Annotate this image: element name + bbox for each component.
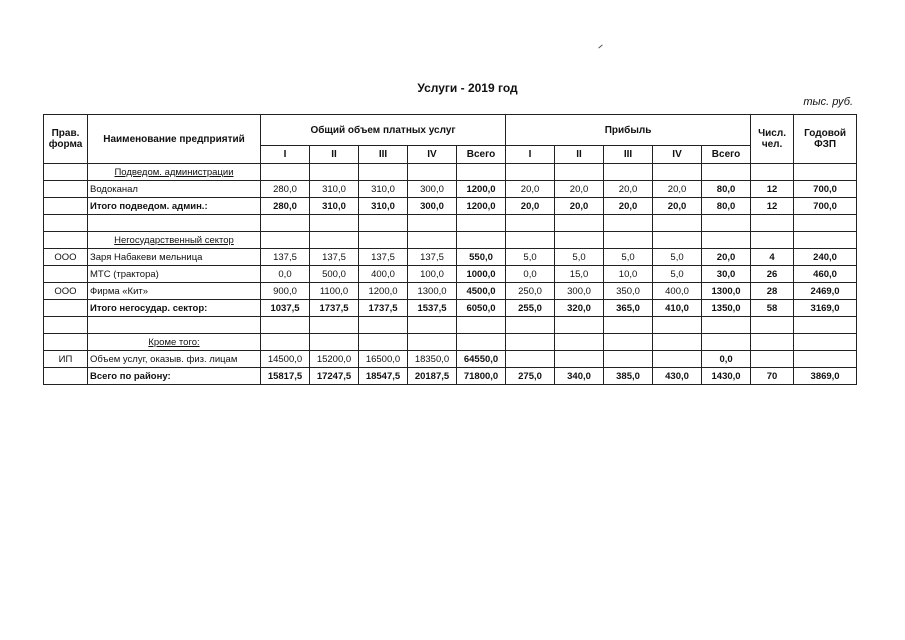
empty-cell xyxy=(794,317,857,334)
pen-mark xyxy=(598,45,602,49)
empty-cell xyxy=(359,164,408,181)
profit-value: 275,0 xyxy=(506,368,555,385)
header-form: Прав. форма xyxy=(44,115,88,164)
payroll-value: 3169,0 xyxy=(794,300,857,317)
empty-cell xyxy=(359,317,408,334)
staff-value: 28 xyxy=(751,283,794,300)
services-value: 137,5 xyxy=(408,249,457,266)
form-cell xyxy=(44,334,88,351)
payroll-value: 700,0 xyxy=(794,198,857,215)
empty-cell xyxy=(653,215,702,232)
profit-value: 20,0 xyxy=(506,181,555,198)
services-value: 137,5 xyxy=(261,249,310,266)
empty-cell xyxy=(751,215,794,232)
empty-cell xyxy=(261,164,310,181)
profit-value xyxy=(555,351,604,368)
services-value: 280,0 xyxy=(261,181,310,198)
empty-cell xyxy=(604,164,653,181)
document-title: Услуги - 2019 год xyxy=(417,81,518,95)
empty-cell xyxy=(506,232,555,249)
services-value: 6050,0 xyxy=(457,300,506,317)
table-row xyxy=(44,317,857,334)
profit-value: 1430,0 xyxy=(702,368,751,385)
empty-cell xyxy=(604,317,653,334)
empty-cell xyxy=(751,317,794,334)
profit-value: 250,0 xyxy=(506,283,555,300)
empty-cell xyxy=(702,232,751,249)
empty-cell xyxy=(261,334,310,351)
table-row xyxy=(44,300,857,317)
staff-value: 70 xyxy=(751,368,794,385)
total-name: Всего по району: xyxy=(88,368,261,385)
services-value: 137,5 xyxy=(359,249,408,266)
services-value: 280,0 xyxy=(261,198,310,215)
empty-cell xyxy=(408,164,457,181)
form-cell xyxy=(44,232,88,249)
empty-cell xyxy=(751,334,794,351)
total-name: Итого подведом. админ.: xyxy=(88,198,261,215)
profit-value xyxy=(506,351,555,368)
section-title: Негосударственный сектор xyxy=(88,232,261,249)
services-value: 310,0 xyxy=(359,198,408,215)
services-value: 310,0 xyxy=(359,181,408,198)
profit-value: 255,0 xyxy=(506,300,555,317)
empty-cell xyxy=(653,334,702,351)
table-row xyxy=(44,181,857,198)
header-services-total: Всего xyxy=(457,146,506,164)
empty-cell xyxy=(310,334,359,351)
profit-value: 5,0 xyxy=(604,249,653,266)
empty-cell xyxy=(261,215,310,232)
payroll-value: 460,0 xyxy=(794,266,857,283)
form-cell xyxy=(44,266,88,283)
services-value: 500,0 xyxy=(310,266,359,283)
header-services-q3: III xyxy=(359,146,408,164)
services-value: 400,0 xyxy=(359,266,408,283)
services-value: 1037,5 xyxy=(261,300,310,317)
profit-value: 5,0 xyxy=(653,266,702,283)
table-row xyxy=(44,249,857,266)
empty-cell xyxy=(702,164,751,181)
header-services-q4: IV xyxy=(408,146,457,164)
services-value: 1737,5 xyxy=(310,300,359,317)
empty-cell xyxy=(506,164,555,181)
header-profit-q2: II xyxy=(555,146,604,164)
services-value: 15817,5 xyxy=(261,368,310,385)
profit-value: 20,0 xyxy=(506,198,555,215)
profit-value: 5,0 xyxy=(555,249,604,266)
profit-value: 1300,0 xyxy=(702,283,751,300)
services-value: 17247,5 xyxy=(310,368,359,385)
form-cell xyxy=(44,164,88,181)
profit-value: 15,0 xyxy=(555,266,604,283)
table-row xyxy=(44,164,857,181)
services-value: 15200,0 xyxy=(310,351,359,368)
section-title: Кроме того: xyxy=(88,334,261,351)
staff-value: 4 xyxy=(751,249,794,266)
services-value: 64550,0 xyxy=(457,351,506,368)
services-value: 0,0 xyxy=(261,266,310,283)
form-cell: ООО xyxy=(44,249,88,266)
profit-value xyxy=(653,351,702,368)
header-profit-q4: IV xyxy=(653,146,702,164)
staff-value: 12 xyxy=(751,181,794,198)
empty-cell xyxy=(555,215,604,232)
profit-value: 80,0 xyxy=(702,181,751,198)
form-cell: ООО xyxy=(44,283,88,300)
empty-cell xyxy=(555,334,604,351)
header-profit: Прибыль xyxy=(506,115,751,146)
profit-value: 20,0 xyxy=(653,181,702,198)
services-value: 137,5 xyxy=(310,249,359,266)
staff-value: 12 xyxy=(751,198,794,215)
empty-cell xyxy=(555,164,604,181)
empty-cell xyxy=(794,164,857,181)
empty-cell xyxy=(408,334,457,351)
header-services-q1: I xyxy=(261,146,310,164)
empty-cell xyxy=(310,232,359,249)
section-title: Подведом. администрации xyxy=(88,164,261,181)
services-value: 14500,0 xyxy=(261,351,310,368)
profit-value: 1350,0 xyxy=(702,300,751,317)
services-value: 1300,0 xyxy=(408,283,457,300)
form-cell: ИП xyxy=(44,351,88,368)
empty-cell xyxy=(261,232,310,249)
empty-cell xyxy=(408,317,457,334)
empty-cell xyxy=(44,317,88,334)
enterprise-name: Водоканал xyxy=(88,181,261,198)
header-services: Общий объем платных услуг xyxy=(261,115,506,146)
payroll-value: 700,0 xyxy=(794,181,857,198)
empty-cell xyxy=(702,215,751,232)
services-value: 300,0 xyxy=(408,198,457,215)
services-value: 18350,0 xyxy=(408,351,457,368)
header-profit-q3: III xyxy=(604,146,653,164)
empty-cell xyxy=(506,215,555,232)
profit-value: 20,0 xyxy=(604,198,653,215)
table-row xyxy=(44,215,857,232)
enterprise-name: Фирма «Кит» xyxy=(88,283,261,300)
profit-value: 5,0 xyxy=(506,249,555,266)
empty-cell xyxy=(653,232,702,249)
table-row xyxy=(44,198,857,215)
empty-cell xyxy=(457,334,506,351)
empty-cell xyxy=(555,317,604,334)
header-name: Наименование предприятий xyxy=(88,115,261,164)
profit-value: 20,0 xyxy=(555,181,604,198)
empty-cell xyxy=(751,232,794,249)
empty-cell xyxy=(555,232,604,249)
empty-cell xyxy=(794,334,857,351)
table-row xyxy=(44,368,857,385)
empty-cell xyxy=(794,232,857,249)
header-profit-q1: I xyxy=(506,146,555,164)
profit-value: 410,0 xyxy=(653,300,702,317)
profit-value: 365,0 xyxy=(604,300,653,317)
form-cell xyxy=(44,300,88,317)
empty-cell xyxy=(88,317,261,334)
empty-cell xyxy=(794,215,857,232)
empty-cell xyxy=(310,215,359,232)
empty-cell xyxy=(88,215,261,232)
empty-cell xyxy=(359,215,408,232)
form-cell xyxy=(44,198,88,215)
empty-cell xyxy=(310,317,359,334)
empty-cell xyxy=(604,232,653,249)
services-value: 1100,0 xyxy=(310,283,359,300)
services-value: 550,0 xyxy=(457,249,506,266)
empty-cell xyxy=(653,164,702,181)
profit-value: 350,0 xyxy=(604,283,653,300)
profit-value: 340,0 xyxy=(555,368,604,385)
empty-cell xyxy=(408,215,457,232)
staff-value: 26 xyxy=(751,266,794,283)
empty-cell xyxy=(408,232,457,249)
empty-cell xyxy=(261,317,310,334)
empty-cell xyxy=(44,215,88,232)
staff-value xyxy=(751,351,794,368)
empty-cell xyxy=(702,334,751,351)
empty-cell xyxy=(310,164,359,181)
header-payroll: Годовой ФЗП xyxy=(794,115,857,164)
profit-value: 320,0 xyxy=(555,300,604,317)
empty-cell xyxy=(506,334,555,351)
enterprise-name: МТС (трактора) xyxy=(88,266,261,283)
empty-cell xyxy=(457,232,506,249)
empty-cell xyxy=(702,317,751,334)
services-value: 1200,0 xyxy=(359,283,408,300)
services-value: 310,0 xyxy=(310,181,359,198)
services-value: 1000,0 xyxy=(457,266,506,283)
table-row xyxy=(44,232,857,249)
empty-cell xyxy=(457,215,506,232)
profit-value: 0,0 xyxy=(702,351,751,368)
unit-label: тыс. руб. xyxy=(803,96,853,108)
profit-value: 20,0 xyxy=(555,198,604,215)
form-cell xyxy=(44,368,88,385)
profit-value: 20,0 xyxy=(702,249,751,266)
empty-cell xyxy=(457,317,506,334)
profit-value: 20,0 xyxy=(653,198,702,215)
empty-cell xyxy=(457,164,506,181)
profit-value: 400,0 xyxy=(653,283,702,300)
total-name: Итого негосудар. сектор: xyxy=(88,300,261,317)
form-cell xyxy=(44,181,88,198)
services-value: 71800,0 xyxy=(457,368,506,385)
profit-value: 385,0 xyxy=(604,368,653,385)
empty-cell xyxy=(506,317,555,334)
services-value: 300,0 xyxy=(408,181,457,198)
empty-cell xyxy=(653,317,702,334)
table-row xyxy=(44,283,857,300)
profit-value: 20,0 xyxy=(604,181,653,198)
empty-cell xyxy=(604,334,653,351)
profit-value: 0,0 xyxy=(506,266,555,283)
empty-cell xyxy=(751,164,794,181)
payroll-value xyxy=(794,351,857,368)
table-row xyxy=(44,266,857,283)
services-value: 18547,5 xyxy=(359,368,408,385)
services-value: 4500,0 xyxy=(457,283,506,300)
payroll-value: 3869,0 xyxy=(794,368,857,385)
empty-cell xyxy=(359,232,408,249)
payroll-value: 240,0 xyxy=(794,249,857,266)
services-value: 1737,5 xyxy=(359,300,408,317)
header-services-q2: II xyxy=(310,146,359,164)
services-value: 900,0 xyxy=(261,283,310,300)
staff-value: 58 xyxy=(751,300,794,317)
enterprise-name: Объем услуг, оказыв. физ. лицам xyxy=(88,351,261,368)
table-row xyxy=(44,334,857,351)
header-staff: Числ. чел. xyxy=(751,115,794,164)
table-row xyxy=(44,351,857,368)
services-value: 1537,5 xyxy=(408,300,457,317)
services-value: 16500,0 xyxy=(359,351,408,368)
profit-value: 10,0 xyxy=(604,266,653,283)
profit-value: 80,0 xyxy=(702,198,751,215)
header-profit-total: Всего xyxy=(702,146,751,164)
profit-value: 430,0 xyxy=(653,368,702,385)
empty-cell xyxy=(604,215,653,232)
services-value: 100,0 xyxy=(408,266,457,283)
services-value: 20187,5 xyxy=(408,368,457,385)
empty-cell xyxy=(359,334,408,351)
profit-value: 5,0 xyxy=(653,249,702,266)
profit-value: 30,0 xyxy=(702,266,751,283)
services-value: 310,0 xyxy=(310,198,359,215)
services-value: 1200,0 xyxy=(457,198,506,215)
payroll-value: 2469,0 xyxy=(794,283,857,300)
profit-value: 300,0 xyxy=(555,283,604,300)
services-table xyxy=(43,114,857,385)
services-value: 1200,0 xyxy=(457,181,506,198)
profit-value xyxy=(604,351,653,368)
enterprise-name: Заря Набакеви мельница xyxy=(88,249,261,266)
